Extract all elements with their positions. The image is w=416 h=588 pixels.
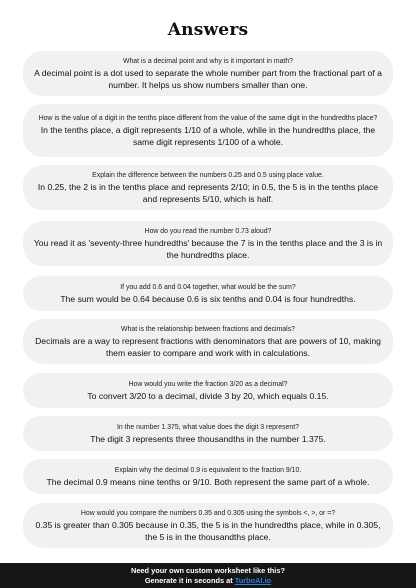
page-title: Answers	[167, 20, 249, 40]
qa-card-8	[23, 416, 393, 451]
qa-question: Explain the difference between the numbers 0.25 and 0.5 using place value.	[92, 171, 324, 179]
qa-answer: The decimal 0.9 means nine tenths or 9/10. Both represent the same part of a whole.	[46, 476, 370, 487]
qa-card-10	[23, 503, 393, 548]
qa-question: How is the value of a digit in the tenths place different from the value of the same digit in the hundredths place?	[38, 114, 378, 122]
qa-question: How would you write the fraction 3/20 as a decimal?	[128, 380, 288, 388]
footer-line-2-prefix: Generate it in seconds at	[144, 576, 235, 585]
qa-answer: The digit 3 represents three thousandths in the number 1.375.	[90, 433, 326, 444]
qa-answer: A decimal point is a dot used to separate the whole number part from the fractional part of a number. It helps us show numbers smaller than one.	[34, 67, 382, 90]
qa-question: If you add 0.6 and 0.04 together, what would be the sum?	[120, 283, 296, 291]
qa-answer: 0.35 is greater than 0.305 because in 0.35, the 5 is in the hundredths place, while in 0.305, the 5 is in the thousandths place.	[35, 519, 381, 542]
qa-question: In the number 1.375, what value does the digit 3 represent?	[117, 423, 299, 431]
qa-card-2	[23, 104, 393, 157]
qa-question: How would you compare the numbers 0.35 and 0.305 using the symbols <, >, or =?	[80, 509, 336, 517]
qa-card-1	[23, 51, 393, 96]
qa-card-9	[23, 459, 393, 494]
qa-card-5	[23, 276, 393, 311]
qa-question: What is a decimal point and why is it important in math?	[122, 57, 294, 65]
qa-answer: To convert 3/20 to a decimal, divide 3 by 20, which equals 0.15.	[87, 390, 329, 401]
footer-link[interactable]: TurboAI.io	[234, 576, 272, 585]
qa-answer: The sum would be 0.64 because 0.6 is six tenths and 0.04 is four hundredths.	[60, 293, 356, 304]
qa-question: What is the relationship between fractions and decimals?	[121, 325, 295, 333]
qa-answer: In 0.25, the 2 is in the tenths place and represents 2/10; in 0.5, the 5 is in the tenths place and represents 5/10, which is half.	[37, 181, 379, 204]
qa-card-6	[23, 319, 393, 364]
qa-card-4	[23, 221, 393, 266]
qa-answer: Decimals are a way to represent fractions with denominators that are powers of 10, making them easier to compare and work with in calculations.	[35, 335, 381, 358]
qa-answer: In the tenths place, a digit represents 1/10 of a whole, while in the hundredths place, the same digit represents 1/100 of a whole.	[40, 124, 376, 147]
footer-line-1: Need your own custom worksheet like this?	[130, 566, 285, 575]
qa-card-3	[23, 165, 393, 210]
qa-question: Explain why the decimal 0.9 is equivalent to the fraction 9/10.	[114, 466, 302, 474]
qa-card-7	[23, 373, 393, 408]
qa-question: How do you read the number 0.73 aloud?	[144, 227, 272, 235]
footer-line-2	[0, 576, 416, 586]
footer-banner	[0, 563, 416, 588]
qa-answer: You read it as 'seventy-three hundredths' because the 7 is in the tenths place and the 3 is in the hundredths place.	[33, 237, 383, 260]
